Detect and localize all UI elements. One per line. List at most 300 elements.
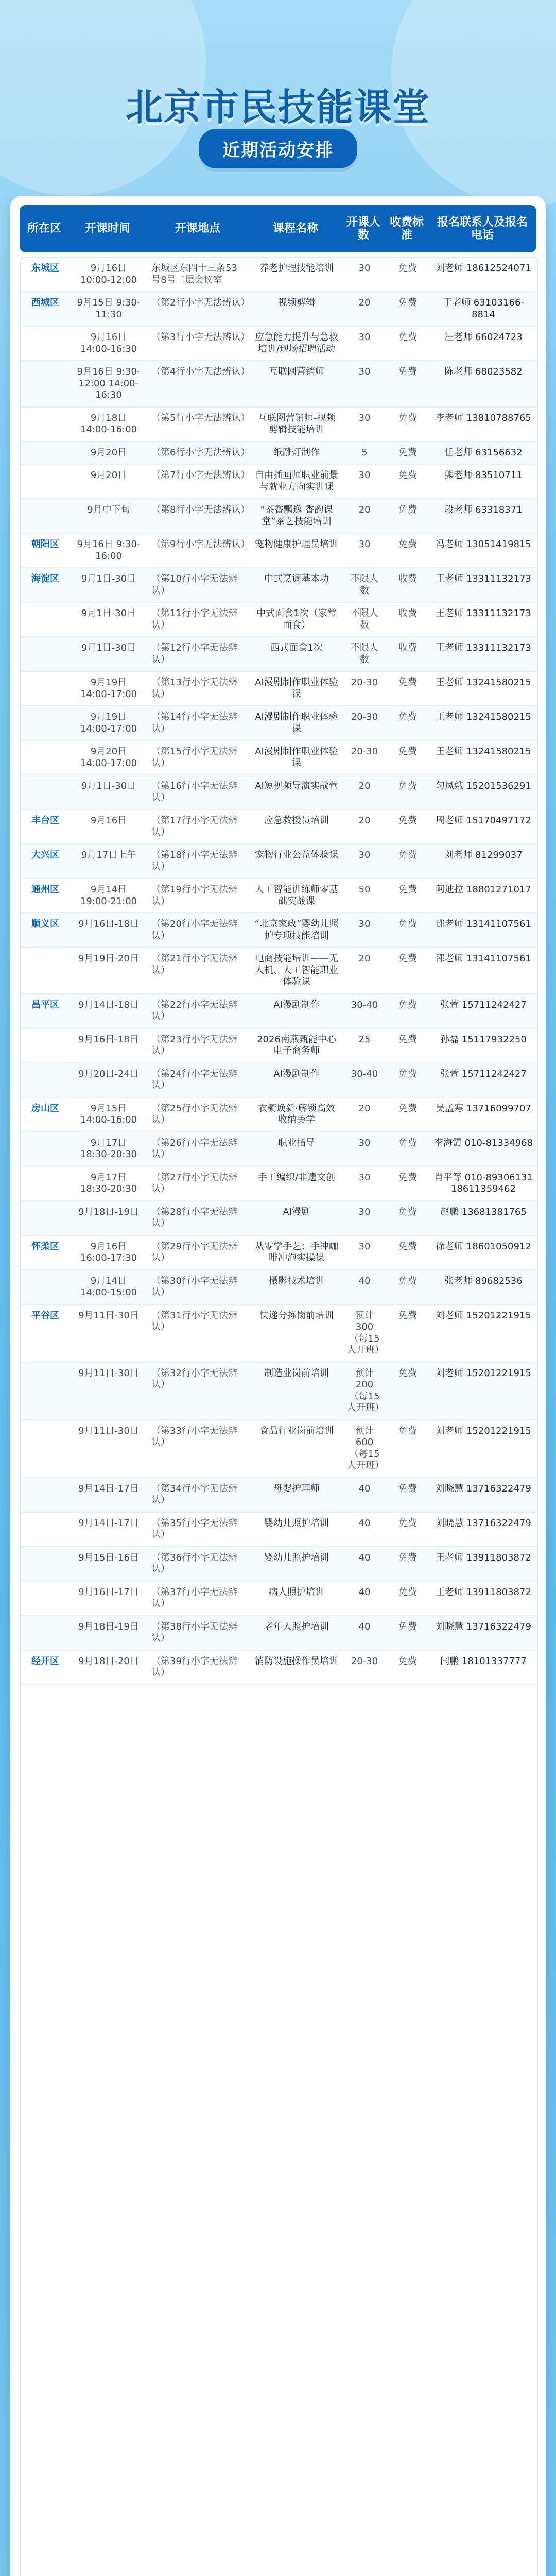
cell-fee: 免费 xyxy=(398,263,417,274)
table-row xyxy=(21,1201,537,1236)
table-row xyxy=(21,1420,537,1478)
cell-capacity: 20-30 xyxy=(351,1655,378,1667)
cell-place: （第32行小字无法辨认） xyxy=(151,1367,237,1390)
cell-contact: 冯老师 13051419815 xyxy=(436,539,531,550)
cell-course: 宠物行业公益体验课 xyxy=(255,850,338,860)
cell-fee: 免费 xyxy=(398,470,417,481)
cell-contact: 孙磊 15117932250 xyxy=(440,1033,527,1045)
cell-contact: 陈老师 68023582 xyxy=(444,366,523,377)
cell-time: 9月16日 9:30-12:00 14:00-16:30 xyxy=(77,366,141,400)
cell-place: （第8行小字无法辨认） xyxy=(151,504,250,515)
cell-district xyxy=(21,1513,70,1546)
cell-capacity: 30-40 xyxy=(351,999,378,1010)
cell-time: 9月14日 19:00-21:00 xyxy=(80,884,137,907)
cell-capacity: 30 xyxy=(358,263,371,274)
table-row xyxy=(21,361,537,408)
cell-district: 怀柔区 xyxy=(31,1241,59,1252)
cell-district: 西城区 xyxy=(31,297,59,308)
cell-course: 中式面食1次（家常面食） xyxy=(256,608,337,631)
cell-capacity: 40 xyxy=(358,1621,371,1632)
cell-district xyxy=(21,361,70,406)
cell-contact: 王老师 13241580215 xyxy=(436,711,531,722)
cell-time: 9月18日-19日 xyxy=(78,1621,139,1632)
cell-fee: 免费 xyxy=(398,1621,417,1632)
cell-capacity: 20 xyxy=(358,297,371,308)
cell-course: AI漫剧制作 xyxy=(273,1068,320,1079)
cell-district: 朝阳区 xyxy=(31,539,59,550)
table-row xyxy=(21,534,537,568)
cell-course: 衣橱焕新·解锁高效收纳美学 xyxy=(258,1103,335,1125)
cell-place: （第4行小字无法辨认） xyxy=(151,366,250,377)
cell-fee: 免费 xyxy=(398,504,417,515)
cell-time: 9月16日-18日 xyxy=(78,1033,139,1045)
cell-course: 宠物健康护理员培训 xyxy=(255,539,338,550)
cell-fee: 免费 xyxy=(398,366,417,377)
cell-time: 9月1日-30日 xyxy=(81,573,136,584)
cell-place: （第2行小字无法辨认） xyxy=(151,297,250,308)
cell-capacity: 25 xyxy=(358,1033,371,1045)
table-row xyxy=(21,810,537,844)
table-row xyxy=(21,913,537,948)
th-course: 课程名称 xyxy=(272,222,318,235)
cell-contact: 刘晓慧 13716322479 xyxy=(436,1621,531,1632)
cell-contact: 熊老师 83510711 xyxy=(444,470,523,481)
cell-district: 平谷区 xyxy=(31,1310,59,1321)
table-row xyxy=(21,741,537,775)
cell-course: 消防设施操作员培训 xyxy=(255,1655,338,1667)
cell-fee: 免费 xyxy=(398,746,417,757)
cell-time: 9月20日 xyxy=(90,447,127,458)
table-row xyxy=(21,1305,537,1363)
table-row xyxy=(21,603,537,637)
cell-contact: 王老师 13311132173 xyxy=(436,573,531,584)
cell-contact: 王老师 13241580215 xyxy=(436,746,531,757)
cell-district xyxy=(21,442,70,464)
cell-district xyxy=(21,1167,70,1200)
cell-time: 9月20日 14:00-17:00 xyxy=(80,746,137,769)
cell-capacity: 30 xyxy=(358,1137,371,1148)
cell-place: （第24行小字无法辨认） xyxy=(151,1068,237,1091)
cell-district: 顺义区 xyxy=(31,919,59,929)
table-row xyxy=(21,1513,537,1547)
cell-district: 大兴区 xyxy=(31,850,59,860)
cell-course: 手工编织/非遗文创 xyxy=(257,1172,336,1183)
cell-time: 9月11日-30日 xyxy=(78,1367,139,1379)
cell-course: 自由插画师职业前景与就业方向实训课 xyxy=(255,470,338,493)
cell-district xyxy=(21,1132,70,1166)
cell-time: 9月15日 9:30-11:30 xyxy=(77,297,141,320)
cell-contact: 王老师 13911803872 xyxy=(436,1552,531,1563)
cell-fee: 免费 xyxy=(398,1068,417,1079)
cell-time: 9月16日 10:00-12:00 xyxy=(80,263,137,285)
cell-capacity: 5 xyxy=(361,447,368,458)
cell-capacity: 40 xyxy=(358,1552,371,1563)
th-fee: 收费标准 xyxy=(389,215,424,242)
table-row xyxy=(21,1098,537,1132)
cell-place: （第17行小字无法辨认） xyxy=(151,815,237,838)
cell-fee: 免费 xyxy=(398,1137,417,1148)
cell-course: AI漫剧制作职业体验课 xyxy=(255,677,338,700)
th-contact: 报名联系人及报名电话 xyxy=(437,215,528,242)
table-row xyxy=(21,1063,537,1098)
cell-place: （第28行小字无法辨认） xyxy=(151,1206,237,1229)
cell-place: （第10行小字无法辨认） xyxy=(151,573,237,596)
cell-place: （第13行小字无法辨认） xyxy=(151,677,237,700)
cell-course: 2026南燕甄能中心电子商务师 xyxy=(257,1033,336,1056)
cell-fee: 免费 xyxy=(398,1033,417,1045)
table-row xyxy=(21,1363,537,1420)
cell-place: （第33行小字无法辨认） xyxy=(151,1425,237,1448)
cell-contact: 李海霞 010-81334968 xyxy=(433,1137,533,1148)
cell-fee: 免费 xyxy=(398,1103,417,1114)
cell-course: 快递分拣岗前培训 xyxy=(259,1310,334,1321)
cell-fee: 免费 xyxy=(398,1367,417,1379)
cell-course: 老年人照护培训 xyxy=(264,1621,329,1632)
cell-time: 9月16日-18日 xyxy=(78,919,139,929)
cell-place: （第21行小字无法辨认） xyxy=(151,953,237,976)
hero xyxy=(0,0,556,206)
cell-fee: 免费 xyxy=(398,1655,417,1667)
cell-district xyxy=(21,1063,70,1097)
cell-district xyxy=(21,1547,70,1581)
table-row xyxy=(21,1478,537,1513)
cell-course: AI短视频导演实战营 xyxy=(255,781,338,791)
cell-course: 婴幼儿照护培训 xyxy=(264,1552,329,1563)
cell-time: 9月16日 xyxy=(90,815,127,826)
cell-place: （第36行小字无法辨认） xyxy=(151,1552,237,1574)
cell-fee: 免费 xyxy=(398,1241,417,1252)
cell-capacity: 预计600（每15人开班） xyxy=(347,1425,384,1471)
cell-district: 海淀区 xyxy=(31,573,59,584)
cell-district: 经开区 xyxy=(31,1655,59,1667)
cell-district: 房山区 xyxy=(31,1103,59,1114)
cell-contact: 邵老师 13141107561 xyxy=(436,953,531,964)
cell-fee: 免费 xyxy=(398,1310,417,1321)
cell-fee: 免费 xyxy=(398,1425,417,1436)
cell-course: 电商技能培训——无人机、人工智能职业体验课 xyxy=(255,953,338,987)
cell-place: （第16行小字无法辨认） xyxy=(151,781,237,803)
cell-place: （第20行小字无法辨认） xyxy=(151,919,237,941)
cell-capacity: 不限人数 xyxy=(351,573,378,596)
cell-fee: 免费 xyxy=(398,1552,417,1563)
table-row xyxy=(21,327,537,361)
cell-course: 制造业岗前培训 xyxy=(264,1367,329,1379)
cell-time: 9月14日-17日 xyxy=(78,1517,139,1529)
cell-district: 通州区 xyxy=(31,884,59,895)
cell-course: 养老护理技能培训 xyxy=(259,263,334,274)
cell-capacity: 20 xyxy=(358,815,371,826)
cell-district xyxy=(21,1478,70,1512)
cell-capacity: 30 xyxy=(358,1206,371,1217)
table-row xyxy=(21,568,537,603)
cell-place: （第12行小字无法辨认） xyxy=(151,642,237,665)
table-row xyxy=(21,948,537,994)
cell-capacity: 20 xyxy=(358,781,371,791)
table-row xyxy=(21,465,537,499)
cell-district xyxy=(21,948,70,993)
cell-time: 9月14日 14:00-15:00 xyxy=(80,1275,137,1298)
cell-capacity: 20-30 xyxy=(351,711,378,722)
cell-course: AI漫剧 xyxy=(283,1206,310,1217)
cell-course: 应急能力提升与急救培训/现场招聘活动 xyxy=(255,332,338,354)
cell-capacity: 30 xyxy=(358,470,371,481)
cell-time: 9月15日-16日 xyxy=(78,1552,139,1563)
cell-fee: 免费 xyxy=(398,412,417,423)
cell-time: 9月14日-17日 xyxy=(78,1483,139,1494)
cell-contact: 刘老师 81299037 xyxy=(444,850,523,860)
cell-place: （第38行小字无法辨认） xyxy=(151,1621,237,1643)
cell-capacity: 30 xyxy=(358,412,371,423)
cell-place: （第5行小字无法辨认） xyxy=(151,412,250,423)
cell-district xyxy=(21,672,70,705)
cell-time: 9月20日-24日 xyxy=(78,1068,139,1079)
cell-course: 西式面食1次 xyxy=(270,642,323,653)
cell-contact: 张老师 89682536 xyxy=(444,1275,523,1286)
cell-capacity: 30 xyxy=(358,539,371,550)
cell-capacity: 30 xyxy=(358,1172,371,1183)
cell-capacity: 30 xyxy=(358,919,371,929)
cell-fee: 免费 xyxy=(398,999,417,1010)
cell-course: 互联网营销师-视频剪辑技能培训 xyxy=(257,412,336,435)
cell-district xyxy=(21,1420,70,1477)
cell-time: 9月中下旬 xyxy=(87,504,130,515)
cell-contact: 刘老师 15201221915 xyxy=(436,1425,531,1436)
cell-fee: 免费 xyxy=(398,1483,417,1494)
cell-place: （第22行小字无法辨认） xyxy=(151,999,237,1022)
cell-contact: 周老师 15170497172 xyxy=(436,815,531,826)
cell-place: （第15行小字无法辨认） xyxy=(151,746,237,769)
cell-time: 9月19日 14:00-17:00 xyxy=(80,677,137,700)
cell-time: 9月1日-30日 xyxy=(81,642,136,653)
table-row xyxy=(21,408,537,442)
table-row xyxy=(21,499,537,534)
cell-capacity: 预计200（每15人开班） xyxy=(347,1367,384,1413)
cell-fee: 免费 xyxy=(398,1586,417,1598)
cell-district xyxy=(21,1363,70,1419)
cell-district xyxy=(21,603,70,636)
cell-contact: 李老师 13810788765 xyxy=(436,412,531,423)
cell-time: 9月17日 18:30-20:30 xyxy=(80,1172,137,1194)
table-row xyxy=(21,879,537,913)
cell-place: （第26行小字无法辨认） xyxy=(151,1137,237,1160)
cell-fee: 免费 xyxy=(398,1275,417,1286)
cell-time: 9月18日 14:00-16:00 xyxy=(80,412,137,435)
cell-course: 食品行业岗前培训 xyxy=(259,1425,334,1436)
cell-time: 9月11日-30日 xyxy=(78,1310,139,1321)
table-body xyxy=(20,257,538,2576)
cell-course: 中式烹调基本功 xyxy=(264,573,329,584)
cell-contact: 任老师 63156632 xyxy=(444,447,523,458)
cell-place: （第18行小字无法辨认） xyxy=(151,850,237,872)
cell-fee: 免费 xyxy=(398,297,417,308)
table-row xyxy=(21,1132,537,1167)
table-row xyxy=(21,994,537,1029)
table-row xyxy=(21,1270,537,1305)
cell-time: 9月16日 14:00-16:30 xyxy=(80,332,137,354)
cell-time: 9月1日-30日 xyxy=(81,608,136,619)
cell-place: （第31行小字无法辨认） xyxy=(151,1310,237,1332)
cell-capacity: 20 xyxy=(358,953,371,964)
table-row xyxy=(21,1616,537,1651)
cell-course: 病人照护培训 xyxy=(269,1586,324,1598)
cell-course: AI漫剧制作 xyxy=(273,999,320,1010)
cell-place: （第25行小字无法辨认） xyxy=(151,1103,237,1125)
cell-time: 9月17日上午 xyxy=(81,850,136,860)
table-row xyxy=(21,706,537,741)
cell-fee: 免费 xyxy=(398,677,417,688)
cell-contact: 闫鹏 18101337777 xyxy=(440,1655,527,1667)
cell-district xyxy=(21,327,70,360)
page-subtitle: 近期活动安排 xyxy=(222,140,334,161)
cell-district xyxy=(21,706,70,740)
cell-time: 9月16日 16:00-17:30 xyxy=(80,1241,137,1263)
cell-fee: 收费 xyxy=(398,642,417,653)
cell-place: （第19行小字无法辨认） xyxy=(151,884,237,907)
cell-place: （第7行小字无法辨认） xyxy=(151,470,250,481)
table-row xyxy=(21,442,537,465)
cell-place: （第27行小字无法辨认） xyxy=(151,1172,237,1194)
cell-district xyxy=(21,465,70,498)
cell-fee: 免费 xyxy=(398,919,417,929)
cell-district xyxy=(21,499,70,533)
cell-time: 9月16日-17日 xyxy=(78,1586,139,1598)
cell-district: 丰台区 xyxy=(31,815,59,826)
cell-fee: 免费 xyxy=(398,1172,417,1183)
cell-course: 从零学手艺：手冲咖啡冲泡实操课 xyxy=(255,1241,338,1263)
cell-capacity: 30 xyxy=(358,332,371,343)
table-row xyxy=(21,1547,537,1582)
cell-contact: 王老师 13241580215 xyxy=(436,677,531,688)
cell-contact: 刘老师 15201221915 xyxy=(436,1310,531,1321)
cell-course: 视频剪辑 xyxy=(278,297,315,308)
cell-time: 9月11日-30日 xyxy=(78,1425,139,1436)
cell-district xyxy=(21,1616,70,1650)
cell-fee: 免费 xyxy=(398,781,417,791)
cell-contact: 刘老师 18612524071 xyxy=(436,263,531,274)
cell-capacity: 40 xyxy=(358,1517,371,1529)
cell-contact: 王老师 13311132173 xyxy=(436,642,531,653)
cell-place: （第29行小字无法辨认） xyxy=(151,1241,237,1263)
table-row xyxy=(21,258,537,292)
cell-district xyxy=(21,1201,70,1235)
table-row xyxy=(21,775,537,810)
cell-fee: 收费 xyxy=(398,573,417,584)
table-header xyxy=(20,205,536,252)
th-place: 开课地点 xyxy=(175,222,220,235)
cell-course: 摄影技术培训 xyxy=(269,1275,324,1286)
cell-capacity: 40 xyxy=(358,1586,371,1598)
cell-contact: 阿迪拉 18801271017 xyxy=(436,884,531,895)
schedule-card xyxy=(10,196,546,2576)
cell-place: （第34行小字无法辨认） xyxy=(151,1483,237,1505)
cell-contact: 肖平等 010-89306131 18611359462 xyxy=(433,1172,533,1194)
table-row xyxy=(21,1029,537,1063)
cell-capacity: 20-30 xyxy=(351,746,378,757)
cell-time: 9月16日 9:30-16:00 xyxy=(77,539,141,562)
cell-district: 东城区 xyxy=(31,263,59,274)
cell-capacity: 不限人数 xyxy=(351,642,378,665)
cell-district xyxy=(21,1029,70,1062)
cell-contact: 吴孟寒 13716099707 xyxy=(436,1103,531,1114)
cell-course: “北京家政”婴幼儿照护专项技能培训 xyxy=(254,919,339,941)
cell-place: （第9行小字无法辨认） xyxy=(151,539,250,550)
cell-contact: 赵鹏 13681381765 xyxy=(440,1206,527,1217)
cell-district xyxy=(21,741,70,774)
cell-capacity: 预计300（每15人开班） xyxy=(347,1310,384,1355)
cell-capacity: 20 xyxy=(358,504,371,515)
page-title: 北京市民技能课堂 xyxy=(125,86,430,129)
cell-time: 9月19日-20日 xyxy=(78,953,139,964)
cell-fee: 免费 xyxy=(398,332,417,343)
cell-time: 9月18日-20日 xyxy=(78,1655,139,1667)
cell-fee: 免费 xyxy=(398,953,417,964)
cell-fee: 免费 xyxy=(398,447,417,458)
cell-fee: 免费 xyxy=(398,1517,417,1529)
cell-contact: 刘老师 15201221915 xyxy=(436,1367,531,1379)
subtitle-pill xyxy=(199,129,357,168)
cell-district xyxy=(21,637,70,671)
cell-time: 9月14日-18日 xyxy=(78,999,139,1010)
cell-time: 9月15日 14:00-16:00 xyxy=(80,1103,137,1125)
cell-contact: 王老师 13311132173 xyxy=(436,608,531,619)
cell-place: （第23行小字无法辨认） xyxy=(151,1033,237,1056)
cell-fee: 免费 xyxy=(398,1206,417,1217)
cell-contact: 张萱 15711242427 xyxy=(440,1068,527,1079)
cell-place: （第30行小字无法辨认） xyxy=(151,1275,237,1298)
cell-capacity: 不限人数 xyxy=(351,608,378,631)
cell-course: 婴幼儿照护培训 xyxy=(264,1517,329,1529)
cell-capacity: 20-30 xyxy=(351,677,378,688)
table-row xyxy=(21,292,537,327)
cell-fee: 免费 xyxy=(398,884,417,895)
cell-contact: 王老师 13911803872 xyxy=(436,1586,531,1598)
cell-contact: 于老师 63103166-8814 xyxy=(443,297,524,320)
cell-time: 9月19日 14:00-17:00 xyxy=(80,711,137,734)
cell-capacity: 30-40 xyxy=(351,1068,378,1079)
table-row xyxy=(21,1582,537,1616)
cell-fee: 免费 xyxy=(398,815,417,826)
cell-district: 昌平区 xyxy=(31,999,59,1010)
cell-place: 东城区东四十三条53号8号二层会议室 xyxy=(151,263,237,285)
th-capacity: 开课人数 xyxy=(346,215,380,242)
cell-course: “茶香飘逸 香韵课堂”茶艺技能培训 xyxy=(260,504,333,527)
cell-place: （第37行小字无法辨认） xyxy=(151,1586,237,1609)
cell-district xyxy=(21,1582,70,1615)
cell-district xyxy=(21,1270,70,1304)
table-row xyxy=(21,672,537,706)
cell-time: 9月17日 18:30-20:30 xyxy=(80,1137,137,1160)
cell-capacity: 50 xyxy=(358,884,371,895)
cell-capacity: 40 xyxy=(358,1275,371,1286)
cell-contact: 张萱 15711242427 xyxy=(440,999,527,1010)
cell-place: （第6行小字无法辨认） xyxy=(151,447,250,458)
cell-course: 母婴护理师 xyxy=(273,1483,320,1494)
th-time: 开课时间 xyxy=(84,222,130,235)
cell-contact: 徐老师 18601050912 xyxy=(436,1241,531,1252)
cell-district xyxy=(21,775,70,809)
cell-time: 9月20日 xyxy=(90,470,127,481)
cell-contact: 刘晓慧 13716322479 xyxy=(436,1483,531,1494)
cell-place: （第39行小字无法辨认） xyxy=(151,1655,237,1678)
table-row xyxy=(21,1167,537,1201)
th-district: 所在区 xyxy=(27,222,61,235)
cell-fee: 免费 xyxy=(398,539,417,550)
cell-capacity: 30 xyxy=(358,850,371,860)
cell-capacity: 20 xyxy=(358,1103,371,1114)
cell-place: （第14行小字无法辨认） xyxy=(151,711,237,734)
table-row xyxy=(21,1236,537,1270)
table-row xyxy=(21,844,537,879)
